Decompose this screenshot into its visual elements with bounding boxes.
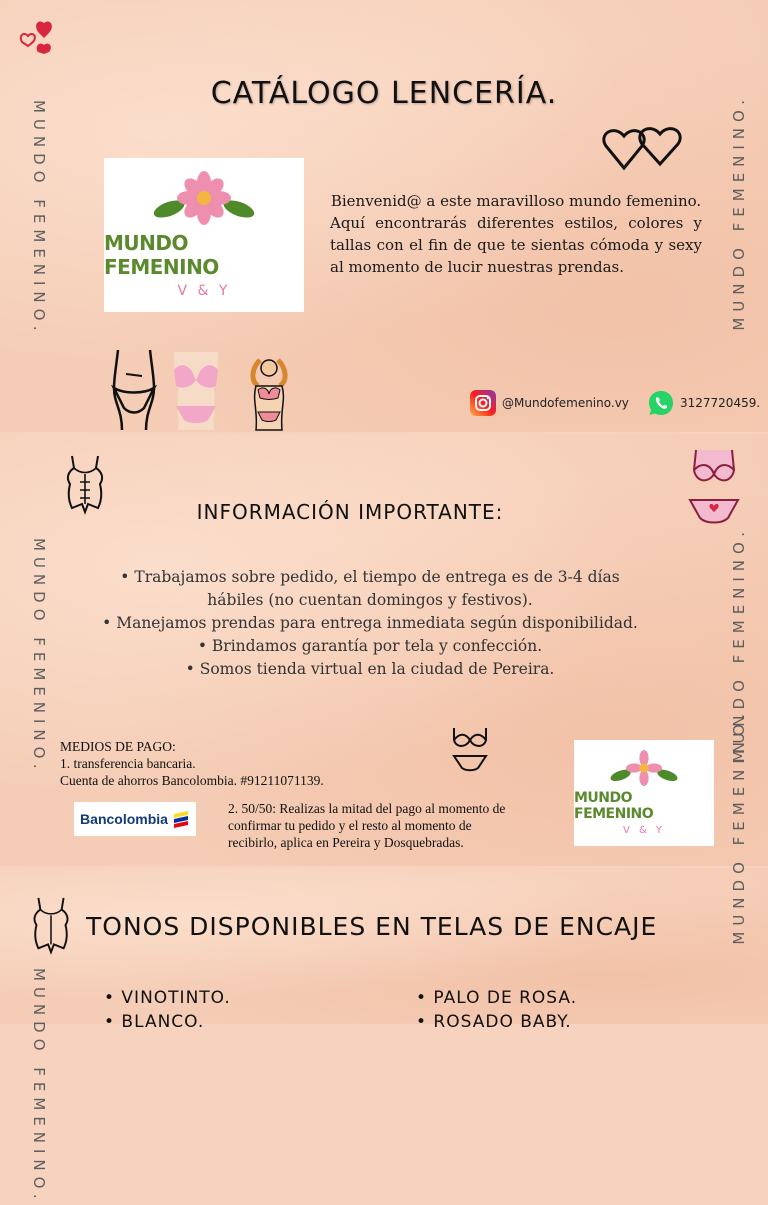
body-outline-icon [108,348,160,430]
page-title: CATÁLOGO LENCERÍA. [210,76,558,111]
whatsapp-icon [648,390,674,416]
tones-heading: TONOS DISPONIBLES EN TELAS DE ENCAJE [86,912,658,941]
tone-item: • PALO DE ROSA. [416,988,578,1008]
brand-logo-card-small [574,740,714,846]
whatsapp-number: 3127720459. [680,396,761,410]
logo-name: MUNDO FEMENINO [104,231,219,279]
info-heading: INFORMACIÓN IMPORTANTE: [196,500,504,524]
tone-item: • VINOTINTO. [104,988,231,1008]
side-text-left: MUNDO FEMENINO. [30,100,48,337]
info-section [0,434,768,866]
info-list [100,566,640,681]
whatsapp-contact[interactable] [648,390,760,416]
bancolombia-mark-icon [172,810,190,828]
side-text-right: MUNDO FEMENINO. [730,526,748,763]
list-item: • Brindamos garantía por tela y confección. [100,635,640,658]
flower-icon [604,750,684,786]
flower-icon [149,171,259,225]
bancolombia-logo: Bancolombia [74,802,196,836]
instagram-handle: @Mundofemenino.vy [502,396,629,410]
welcome-line-1: Bienvenid@ a este maravilloso mundo femenino. [330,192,702,210]
list-item: • Somos tienda virtual en la ciudad de Pereira. [100,658,640,681]
welcome-text [330,190,702,278]
logo-sub: V & Y [177,283,231,299]
brand-logo-card [104,158,304,312]
bikini-body-icon [166,352,226,430]
instagram-icon [470,390,496,416]
logo-name: MUNDO FEMENINO [574,790,654,822]
welcome-line-2: Aquí encontrarás diferentes estilos, colores y tallas con el fin de que te sientas cómoda y sexy al momento de lucir nuestras prendas. [330,214,702,276]
bra-icon [450,724,490,772]
tone-item: • ROSADO BABY. [416,1012,572,1032]
side-text-left: MUNDO FEMENINO. [30,538,48,775]
side-text-right: MUNDO FEMENINO. [730,94,748,331]
payment-option-2: 2. 50/50: Realizas la mitad del pago al momento de confirmar tu pedido y el resto al momento de recibirlo, aplica en Pereira y Dosquebradas. [228,801,506,850]
list-item: • Manejamos prendas para entrega inmediata según disponibilidad. [100,612,640,635]
list-item: • Trabajamos sobre pedido, el tiempo de entrega es de 3-4 días hábiles (no cuentan domingos y festivos). [100,566,640,612]
corset-icon [28,896,74,956]
payment-option-1: 1. transferencia bancaria. [60,756,196,771]
catalog-cover-section [0,0,768,432]
double-heart-outline-icon [602,124,686,170]
logo-sub: V & Y [622,825,666,836]
hearts-icon [18,12,64,54]
side-text-right: MUNDO FEMENINO. [730,708,748,945]
instagram-contact[interactable] [470,390,629,416]
payment-methods [60,738,390,789]
side-text-left: MUNDO FEMENINO. [30,968,48,1205]
tone-item: • BLANCO. [104,1012,205,1032]
woman-bikini-icon [244,356,294,430]
payment-heading: MEDIOS DE PAGO: [60,739,176,754]
bank-account: Cuenta de ahorros Bancolombia. #91211071139. [60,773,324,788]
